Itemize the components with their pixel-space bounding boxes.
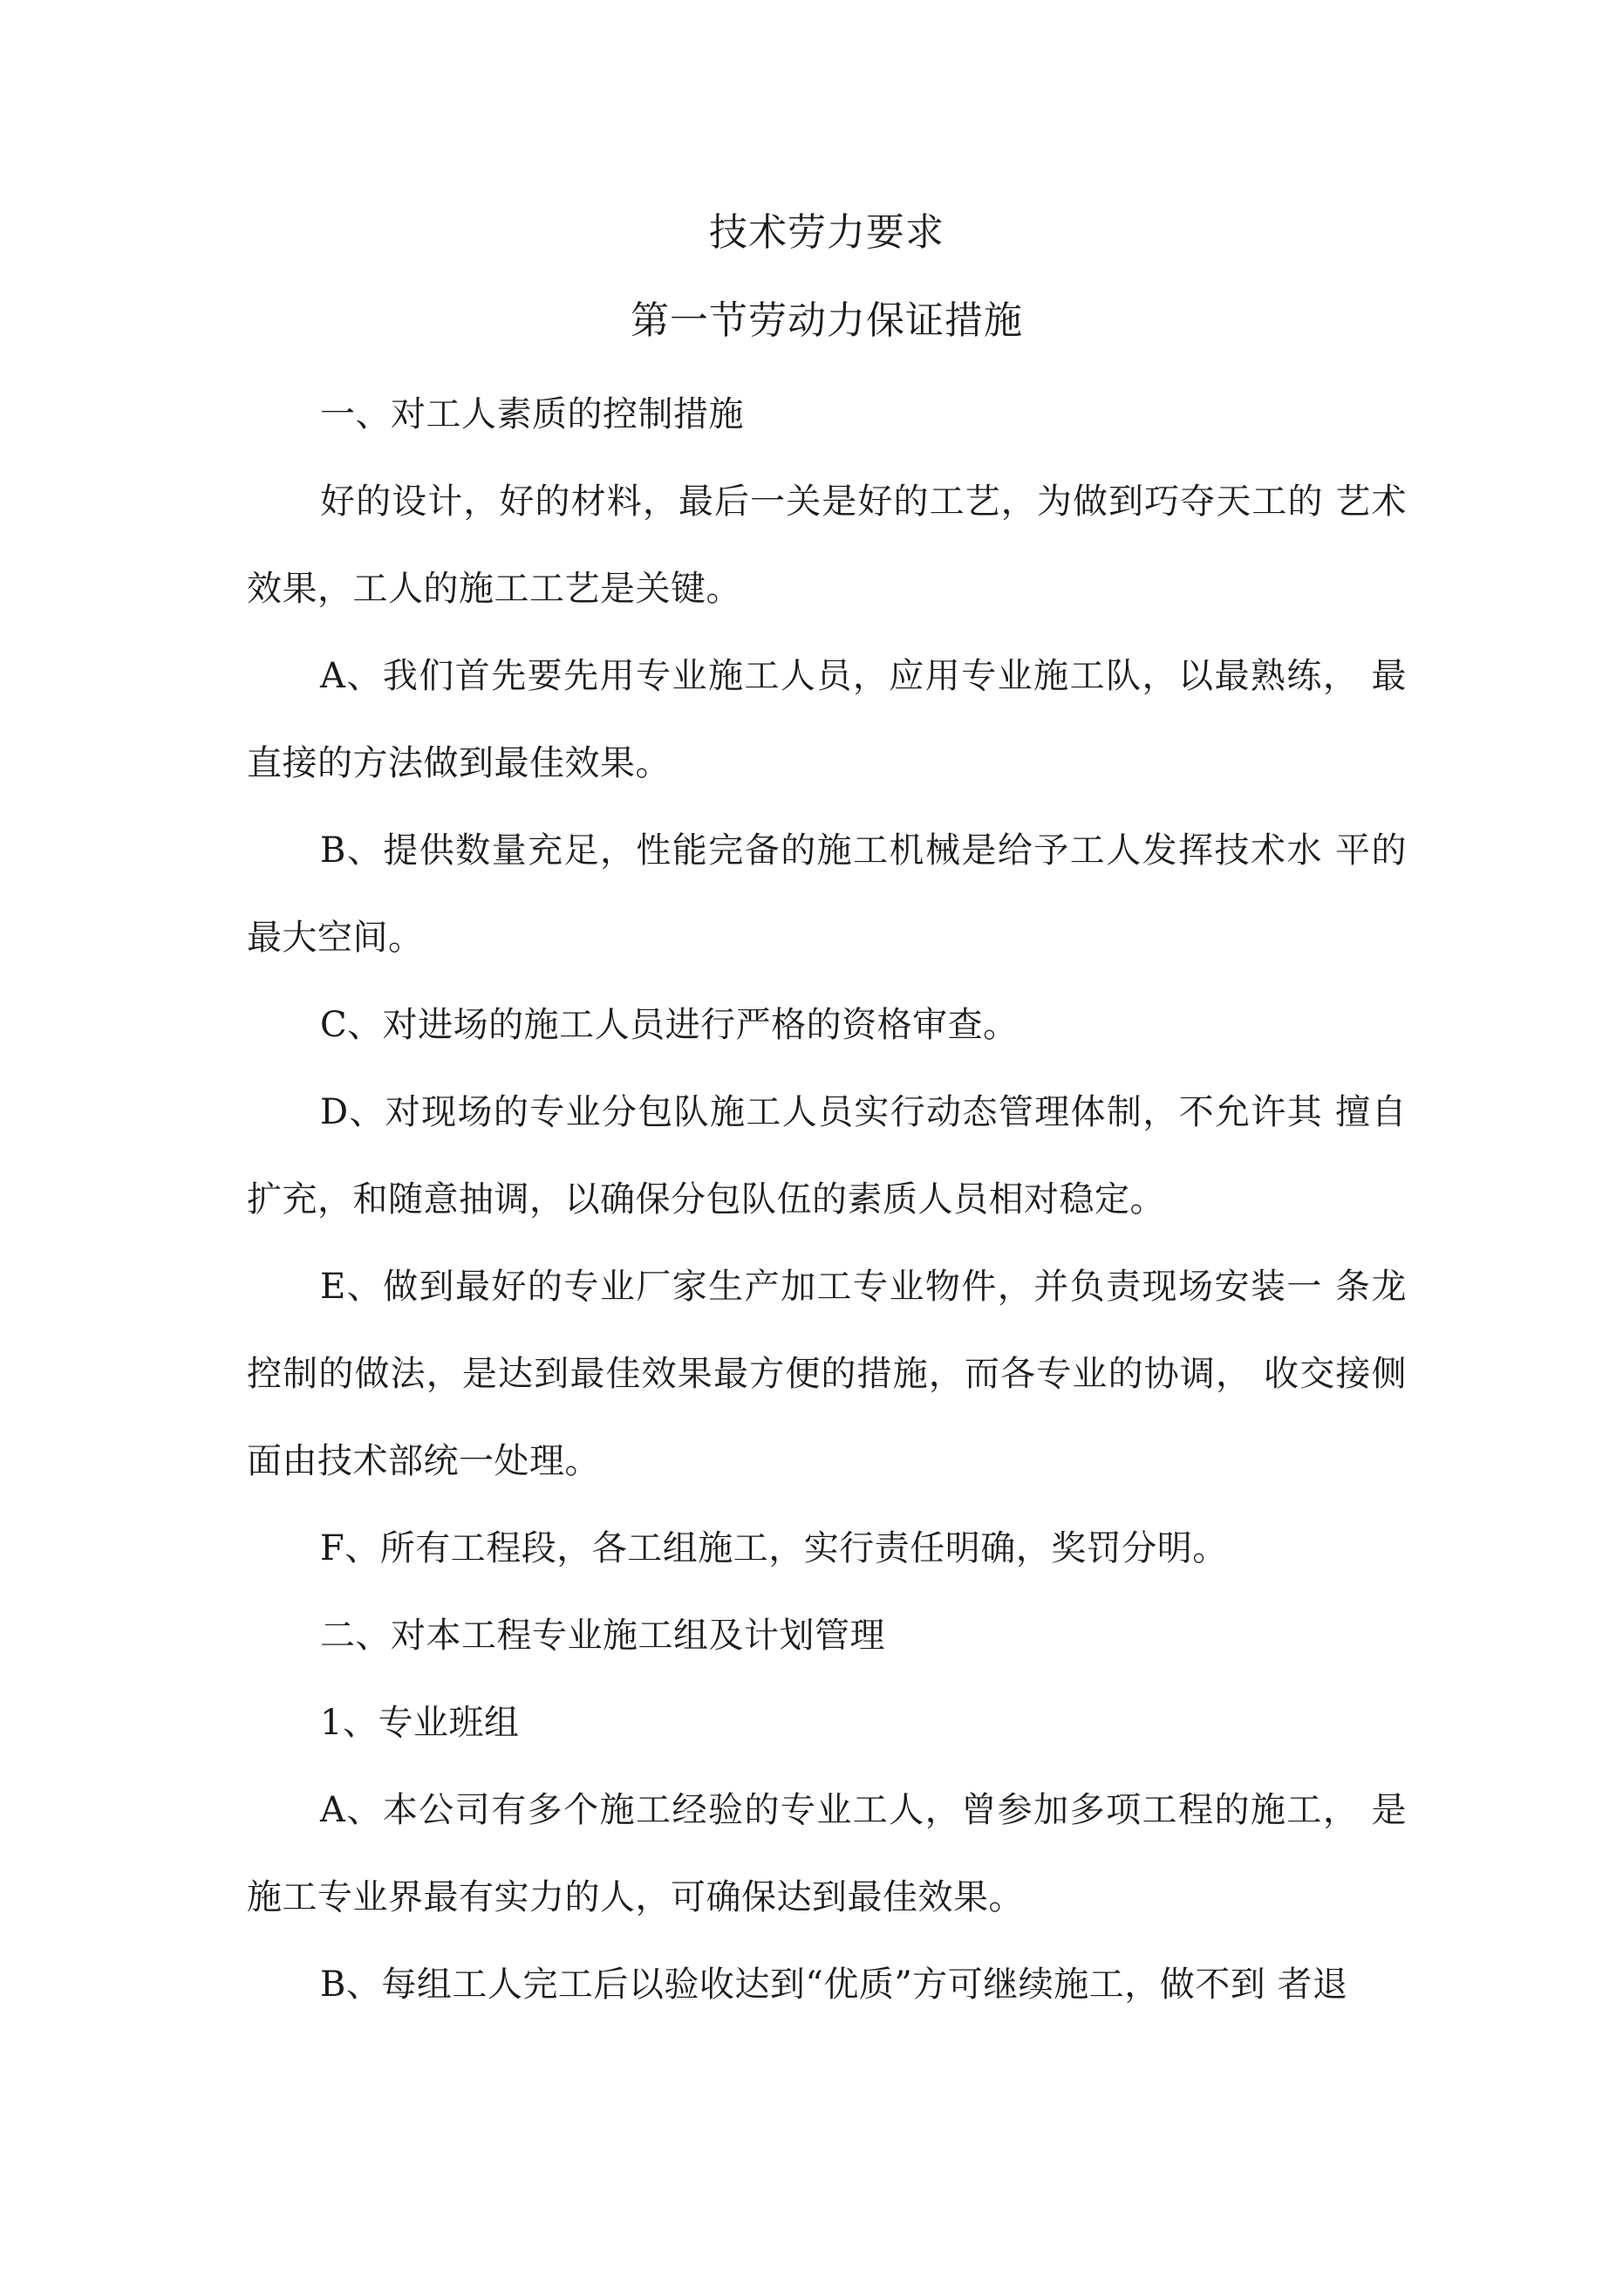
- paragraph-item-f: F、所有工程段，各工组施工，实行责任明确，奖罚分明。: [320, 1528, 1228, 1568]
- heading-team-management: 二、对本工程专业施工组及计划管理: [320, 1616, 885, 1656]
- paragraph-intro: 好的设计，好的材料，最后一关是好的工艺，为做到巧夺天工的 艺术效果，工人的施工工艺是关键。: [247, 482, 1407, 609]
- paragraph-team-b: B、每组工人完工后以验收达到“优质”方可继续施工，做不到 者退: [320, 1965, 1348, 2005]
- subheading-specialized-teams: 1、专业班组: [320, 1703, 520, 1743]
- paragraph-item-c: C、对进场的施工人员进行严格的资格审查。: [320, 1005, 1019, 1045]
- heading-worker-quality: 一、对工人素质的控制措施: [320, 394, 744, 434]
- paragraph-item-b: B、提供数量充足，性能完备的施工机械是给予工人发挥技术水 平的最大空间。: [247, 830, 1407, 958]
- paragraph-item-d: D、对现场的专业分包队施工人员实行动态管理体制，不允许其 擅自扩充，和随意抽调，以确保分包队伍的素质人员相对稳定。: [247, 1092, 1407, 1220]
- paragraph-item-e: E、做到最好的专业厂家生产加工专业物件，并负责现场安装一 条龙控制的做法，是达到最佳效果最方便的措施，而各专业的协调， 收交接侧面由技术部统一处理。: [247, 1267, 1407, 1481]
- document-body: [247, 202, 1407, 2028]
- section-title: 第一节劳动力保证措施: [631, 298, 1023, 343]
- paragraph-team-a: A、本公司有多个施工经验的专业工人，曾参加多项工程的施工， 是施工专业界最有实力的人，可确保达到最佳效果。: [247, 1790, 1407, 1917]
- document-title: 技术劳力要求: [709, 210, 944, 255]
- paragraph-item-a: A、我们首先要先用专业施工人员，应用专业施工队，以最熟练， 最直接的方法做到最佳效果。: [247, 656, 1407, 783]
